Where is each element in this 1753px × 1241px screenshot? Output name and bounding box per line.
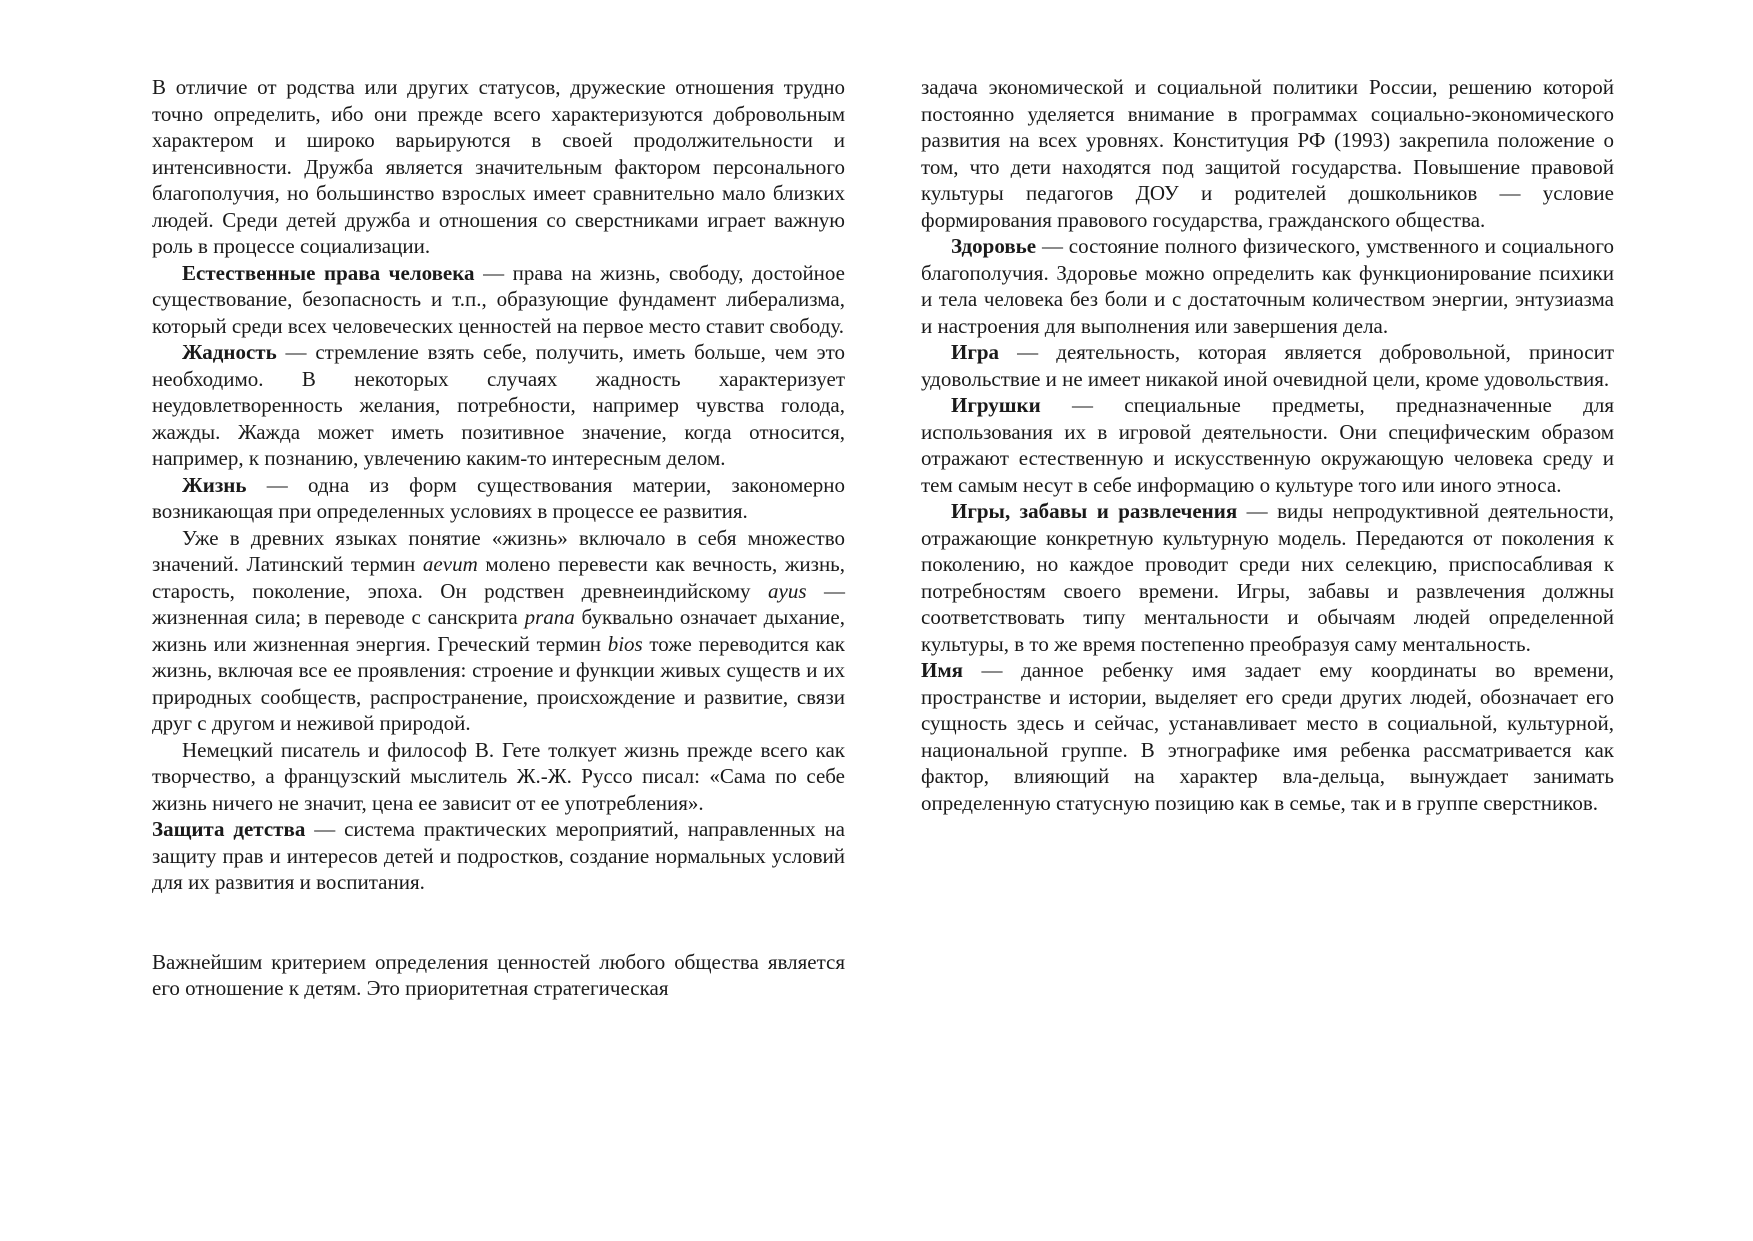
entry-name (921, 657, 1614, 816)
text-run: — жизненная сила; в переводе с санскрита (152, 578, 845, 629)
paragraph-child-values-continued (921, 74, 1614, 233)
latin-term: aevum (422, 552, 478, 576)
entry-life (152, 472, 845, 525)
paragraph-life-etymology (152, 525, 845, 737)
entry-term: Жизнь (182, 472, 247, 497)
spacer (152, 896, 845, 949)
entry-term: Игра (951, 340, 1000, 364)
entry-definition: — специальные предметы, предназначенные для использования их в игровой деятельности. Они специфическим образом отражают естественную и искусственную окружающую человека среду и тем самым несут в себе информацию о культуре того или иного этноса. (921, 393, 1614, 497)
paragraph-text: В отличие от родства или других статусов, дружеские отношения трудно точно определить, ибо они прежде всего характеризуются добровольным характером и широко варьируются в своей продолжительности и интенсивности. Дружба является значительным фактором персонального благополучия, но большинство взрослых имеет сравнительно мало близких людей. Среди детей дружба и отношения со сверстниками играет важную роль в процессе социализации. (152, 75, 845, 258)
entry-term: Игрушки (951, 393, 1041, 417)
entry-definition: — виды непродуктивной деятельности, отражающие конкретную культурную модель. Передаются от поколения к поколению, но каждое проводит среди них селекцию, приспосабливая к потребностям своего времени. Игры, забавы и развлечения должны соответствовать типу ментальности и обычаям людей определенной культуры, в то же время постепенно преобразуя саму ментальность. (921, 499, 1614, 656)
sanskrit-term: prana (524, 605, 575, 629)
paragraph-text: Важнейшим критерием определения ценностей любого общества является его отношение к детям. Это приоритетная стратегическая (152, 949, 845, 1000)
sanskrit-term: ayus (768, 578, 807, 603)
entry-definition: — одна из форм существования материи, закономерно возникающая при определенных условиях в процессе ее развития. (152, 472, 845, 523)
entry-games-amusements (921, 498, 1614, 657)
entry-term: Имя (921, 658, 963, 682)
entry-definition: — система практических мероприятий, направленных на защиту прав и интересов детей и подростков, создание нормальных условий для их развития и воспитания. (152, 817, 845, 894)
paragraph-text: задача экономической и социальной политики России, решению которой постоянно уделяется внимание в программах социально-экономического развития на всех уровнях. Конституция РФ (1993) закрепила положение о том, что дети находятся под защитой государства. Повышение правовой культуры педагогов ДОУ и родителей дошкольников — условие формирования правового государства, гражданского общества. (921, 75, 1614, 232)
entry-natural-rights (152, 260, 845, 340)
entry-definition: — права на жизнь, свободу, достойное существование, безопасность и т.п., образующие фундамент либерализма, который среди всех человеческих ценностей на первое место ставит свободу. (152, 260, 845, 338)
entry-definition: — деятельность, которая является добровольной, приносит удовольствие и не имеет никакой иной очевидной цели, кроме удовольствия. (921, 340, 1614, 391)
text-run: молено перевести как вечность, жизнь, старость, поколение, эпоха. Он родствен древнеиндийскому (152, 552, 846, 603)
greek-term: bios (607, 631, 643, 656)
entry-definition: — состояние полного физического, умственного и социального благополучия. Здоровье можно определить как функционирование психики и тела человека без боли и с достаточным количеством энергии, энтузиазма и настроения для выполнения или завершения дела. (921, 234, 1614, 338)
text-run: буквально означает дыхание, жизнь или жизненная энергия. Греческий термин (152, 605, 845, 656)
entry-term: Защита детства (152, 817, 306, 841)
text-run: Уже в древних языках понятие «жизнь» включало в себя множество значений. Латинский термин (152, 525, 845, 576)
entry-toys (921, 392, 1614, 498)
paragraph-goethe-rousseau (152, 737, 845, 817)
entry-definition: — стремление взять себе, получить, иметь больше, чем это необходимо. В некоторых случаях жадность характеризует неудовлетворенность желания, потребности, например чувства голода, жажды. Жажда может иметь позитивное значение, когда относится, например, к познанию, увлечению каким-то интересным делом. (152, 340, 845, 470)
entry-term: Естественные права человека (182, 260, 475, 285)
entry-health (921, 233, 1614, 339)
entry-term: Здоровье (951, 234, 1037, 258)
entry-term: Жадность (182, 340, 277, 364)
text-run: тоже переводится как жизнь, включая все ее проявления: строение и функции живых существ и их природных сообществ, распространение, происхождение и развитие, связи друг с другом и неживой природой. (152, 631, 845, 735)
paragraph-child-values (152, 949, 845, 1002)
entry-term: Игры, забавы и развлечения (951, 499, 1238, 523)
right-column (921, 74, 1614, 816)
paragraph-text: Немецкий писатель и философ В. Гете толкует жизнь прежде всего как творчество, а французский мыслитель Ж.-Ж. Руссо писал: «Сама по себе жизнь ничего не значит, цена ее зависит от ее употребления». (152, 737, 845, 815)
entry-greed (152, 339, 845, 472)
entry-definition: — данное ребенку имя задает ему координаты во времени, пространстве и истории, выделяет его среди других людей, обозначает его сущность здесь и сейчас, устанавливает место в социальной, культурной, национальной группе. В этнографике имя ребенка рассматривается как фактор, влияющий на характер вла-дельца, вынуждает занимать определенную статусную позицию как в семье, так и в группе сверстников. (921, 658, 1614, 815)
entry-game (921, 339, 1614, 392)
paragraph-friendship (152, 74, 845, 260)
left-column (152, 74, 845, 1002)
entry-child-protection (152, 816, 845, 896)
